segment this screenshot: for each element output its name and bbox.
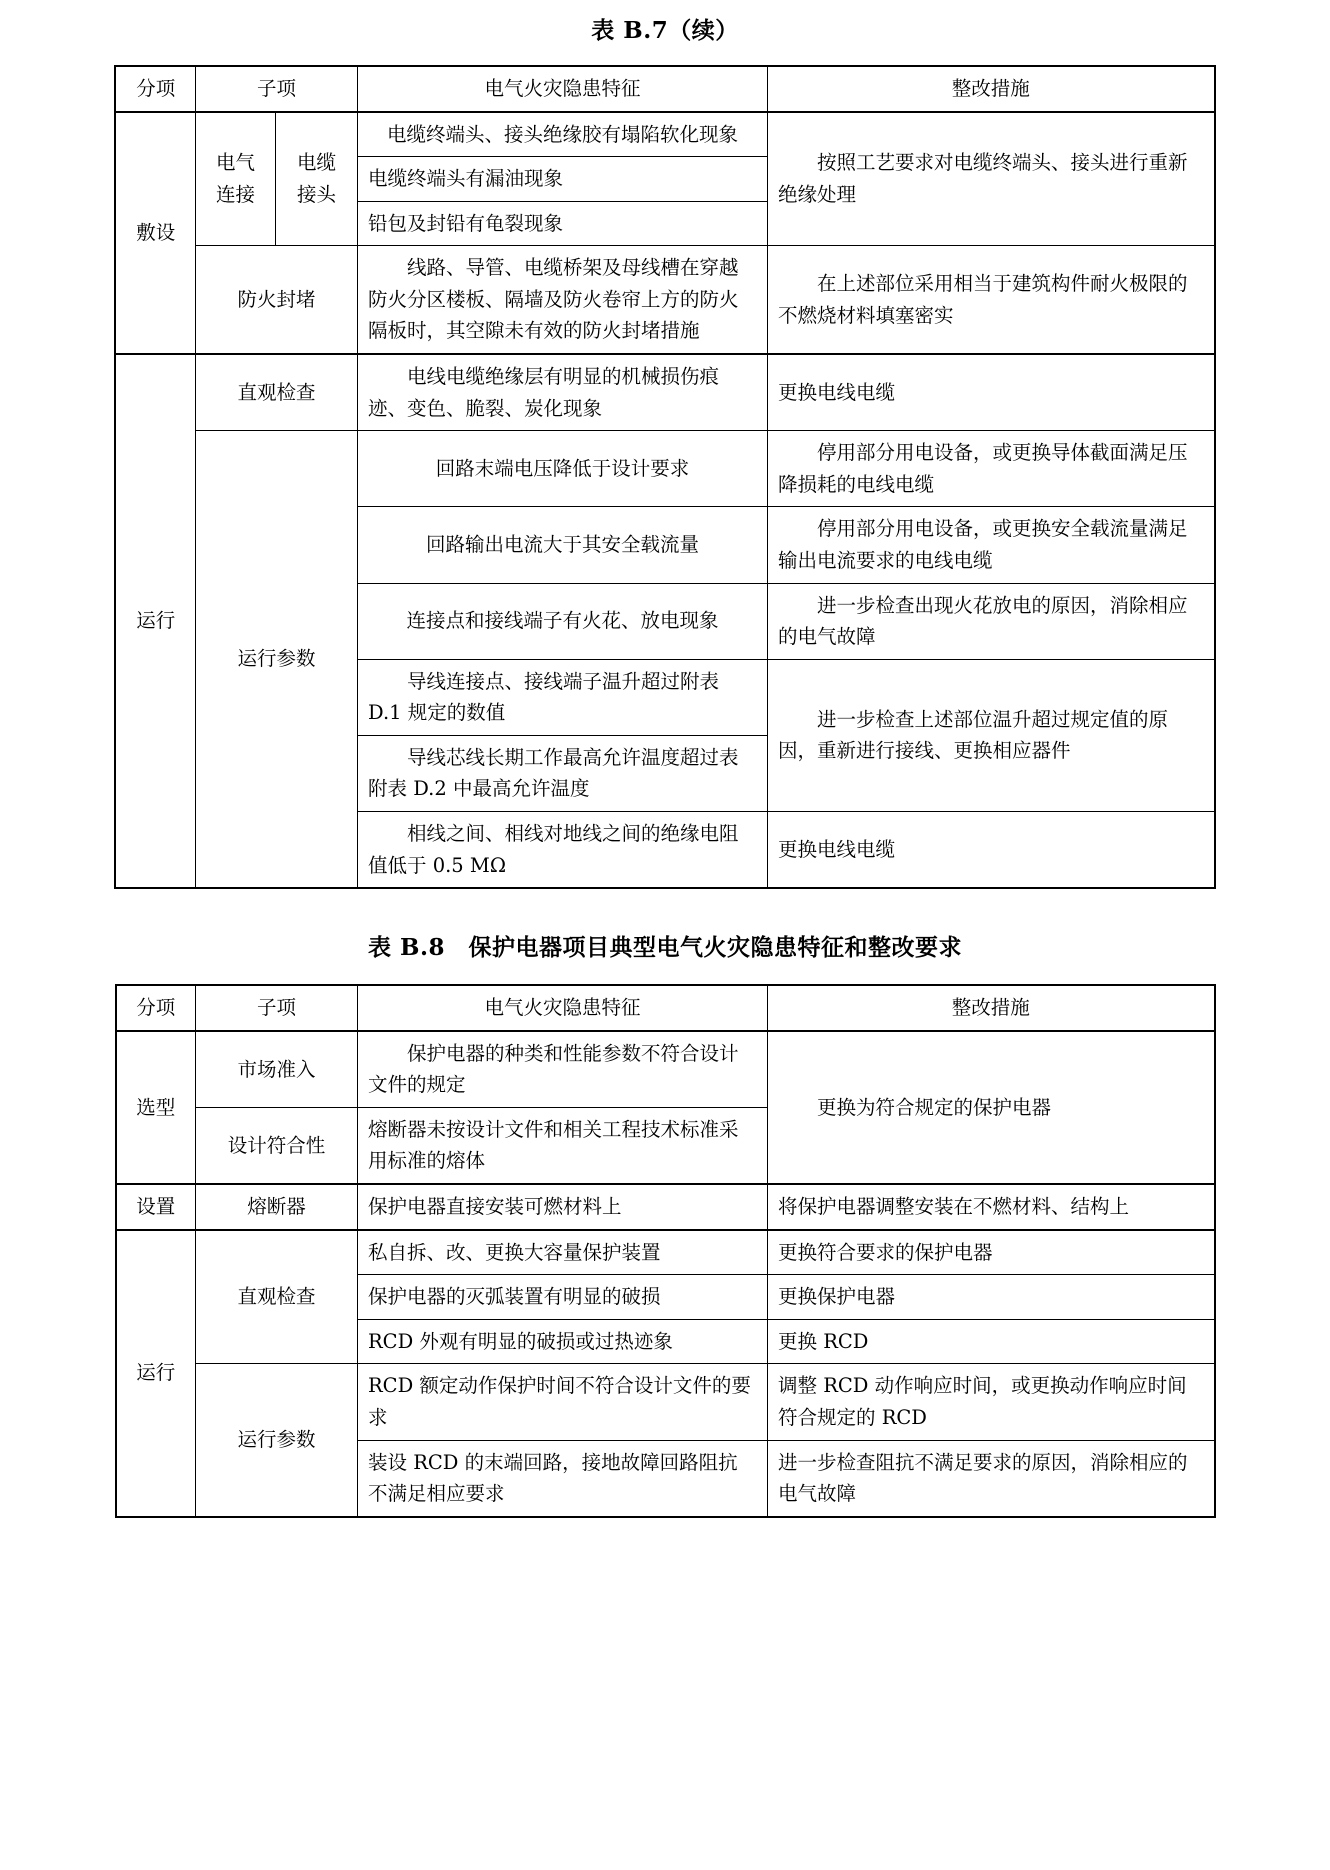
- cell-feature: 电缆终端头有漏油现象: [358, 157, 768, 202]
- cell-measure: 将保护电器调整安装在不燃材料、结构上: [768, 1184, 1215, 1230]
- cell-subitem: 直观检查: [196, 1230, 358, 1364]
- cell-category: 运行: [115, 354, 195, 888]
- cell-category: 敷设: [115, 112, 195, 354]
- cell-measure: 更换保护电器: [768, 1275, 1215, 1320]
- table-row: [115, 431, 1214, 507]
- column-header-feature: 电气火灾隐患特征: [358, 66, 768, 112]
- cell-feature: 保护电器的种类和性能参数不符合设计文件的规定: [358, 1031, 768, 1108]
- column-header-measure: 整改措施: [768, 985, 1215, 1031]
- cell-measure: 按照工艺要求对电缆终端头、接头进行重新绝缘处理: [768, 112, 1215, 246]
- cell-measure: 停用部分用电设备，或更换安全载流量满足输出电流要求的电线电缆: [768, 507, 1215, 583]
- cell-category: 运行: [116, 1230, 196, 1517]
- cell-feature: 导线连接点、接线端子温升超过附表 D.1 规定的数值: [358, 659, 768, 735]
- cell-feature: 保护电器直接安装可燃材料上: [358, 1184, 768, 1230]
- cell-feature: 电线电缆绝缘层有明显的机械损伤痕迹、变色、脆裂、炭化现象: [358, 354, 768, 431]
- cell-subitem: 市场准入: [196, 1031, 358, 1108]
- table-b7-title: 表 B.7（续）: [591, 17, 739, 44]
- cell-subitem: 熔断器: [196, 1184, 358, 1230]
- cell-feature: 连接点和接线端子有火花、放电现象: [358, 583, 768, 659]
- cell-category: 选型: [116, 1031, 196, 1184]
- cell-subitem2-line1: 电缆: [296, 151, 336, 175]
- cell-measure: 调整 RCD 动作响应时间，或更换动作响应时间符合规定的 RCD: [768, 1364, 1215, 1440]
- column-header-category: 分项: [115, 66, 195, 112]
- cell-category: 设置: [116, 1184, 196, 1230]
- table-row: [115, 112, 1214, 157]
- cell-feature: 导线芯线长期工作最高允许温度超过表附表 D.2 中最高允许温度: [358, 735, 768, 811]
- cell-subitem-line1: 电气: [215, 151, 255, 175]
- cell-measure: 在上述部位采用相当于建筑构件耐火极限的不燃烧材料填塞密实: [768, 246, 1215, 354]
- cell-feature: 铅包及封铅有龟裂现象: [358, 201, 768, 246]
- cell-measure: 停用部分用电设备，或更换导体截面满足压降损耗的电线电缆: [768, 431, 1215, 507]
- cell-subitem: 运行参数: [195, 431, 357, 888]
- cell-subitem-line2: 连接: [215, 182, 255, 206]
- cell-feature: RCD 外观有明显的破损或过热迹象: [358, 1319, 768, 1364]
- cell-feature: 回路末端电压降低于设计要求: [358, 431, 768, 507]
- cell-measure: 更换 RCD: [768, 1319, 1215, 1364]
- cell-feature: RCD 额定动作保护时间不符合设计文件的要求: [358, 1364, 768, 1440]
- cell-measure: 进一步检查阻抗不满足要求的原因，消除相应的电气故障: [768, 1440, 1215, 1517]
- column-header-feature: 电气火灾隐患特征: [358, 985, 768, 1031]
- cell-subitem: [195, 112, 275, 246]
- table-b8: [115, 984, 1216, 1518]
- column-header-measure: 整改措施: [768, 66, 1215, 112]
- cell-subitem: 运行参数: [196, 1364, 358, 1517]
- cell-subitem: 直观检查: [195, 354, 357, 431]
- cell-feature: 电缆终端头、接头绝缘胶有塌陷软化现象: [358, 112, 768, 157]
- cell-feature: 线路、导管、电缆桥架及母线槽在穿越防火分区楼板、隔墙及防火卷帘上方的防火隔板时，其空隙未有效的防火封堵措施: [358, 246, 768, 354]
- cell-measure: 更换符合要求的保护电器: [768, 1230, 1215, 1275]
- cell-subitem: 设计符合性: [196, 1107, 358, 1184]
- table-row: [115, 354, 1214, 431]
- cell-measure: 更换电线电缆: [768, 811, 1215, 888]
- column-header-category: 分项: [116, 985, 196, 1031]
- cell-feature: 装设 RCD 的末端回路，接地故障回路阻抗不满足相应要求: [358, 1440, 768, 1517]
- cell-feature: 回路输出电流大于其安全载流量: [358, 507, 768, 583]
- cell-feature: 熔断器未按设计文件和相关工程技术标准采用标准的熔体: [358, 1107, 768, 1184]
- cell-feature: 保护电器的灭弧装置有明显的破损: [358, 1275, 768, 1320]
- cell-feature: 相线之间、相线对地线之间的绝缘电阻值低于 0.5 MΩ: [358, 811, 768, 888]
- table-b7: [114, 65, 1215, 889]
- cell-subitem2: [275, 112, 357, 246]
- cell-feature: 私自拆、改、更换大容量保护装置: [358, 1230, 768, 1275]
- table-row: [116, 1184, 1215, 1230]
- table-row: [116, 1031, 1215, 1108]
- column-header-subitem: 子项: [195, 66, 357, 112]
- table-b8-title: 表 B.8 保护电器项目典型电气火灾隐患特征和整改要求: [368, 934, 962, 962]
- cell-measure: 进一步检查出现火花放电的原因，消除相应的电气故障: [768, 583, 1215, 659]
- cell-measure: 更换为符合规定的保护电器: [768, 1031, 1215, 1184]
- table-row: [116, 985, 1215, 1031]
- cell-measure: 进一步检查上述部位温升超过规定值的原因，重新进行接线、更换相应器件: [768, 659, 1215, 811]
- table-row: [115, 66, 1214, 112]
- column-header-subitem: 子项: [196, 985, 358, 1031]
- table-row: [116, 1364, 1215, 1440]
- cell-subitem: 防火封堵: [195, 246, 357, 354]
- cell-measure: 更换电线电缆: [768, 354, 1215, 431]
- table-row: [116, 1230, 1215, 1275]
- table-row: [115, 246, 1214, 354]
- cell-subitem2-line2: 接头: [296, 182, 336, 206]
